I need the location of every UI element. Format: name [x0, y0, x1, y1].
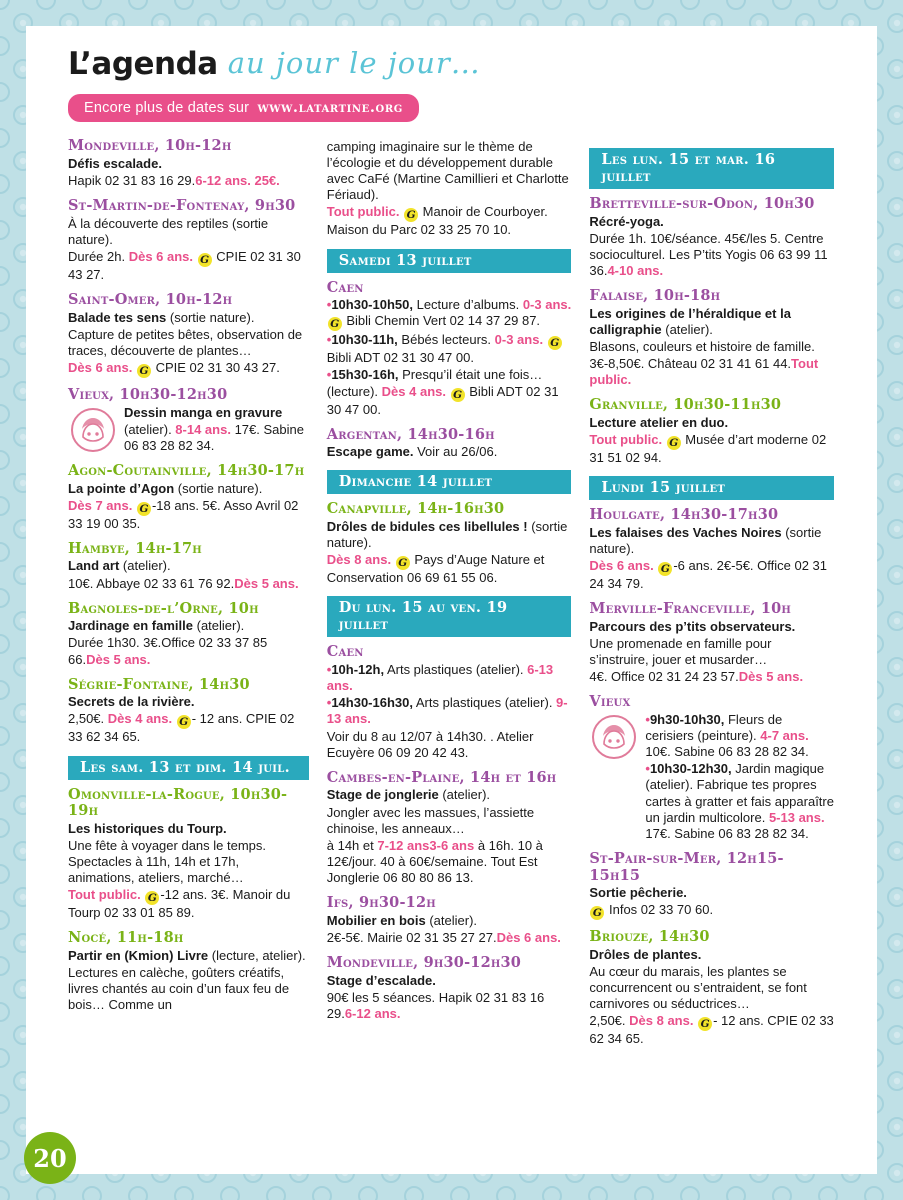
entry-text: -6 ans. 2€-5€. Office 02 31 24 34 79. [589, 558, 828, 592]
entry-line [327, 838, 572, 886]
section-date-band: Les sam. 13 et dim. 14 juil. [68, 756, 309, 780]
section-date-band: Lundi 15 juillet [589, 476, 834, 500]
entry-place-title: Merville-Franceville, 10h [589, 600, 792, 618]
entry-text: Infos 02 33 70 60. [605, 902, 714, 918]
entry-place-title: Granville, 10h30-11h30 [589, 396, 782, 414]
entry-line [327, 444, 572, 460]
age-range: 4-7 ans. [760, 728, 809, 744]
column-left [68, 138, 309, 1057]
age-range: 3-6 ans [429, 837, 475, 853]
entry-bold-text: Les historiques du Tourp. [68, 820, 227, 836]
age-range: 4-10 ans. [607, 263, 664, 278]
gratuit-badge: G [328, 317, 342, 331]
entry-line [327, 297, 572, 331]
entry-bold-text: Mobilier en bois [326, 912, 426, 928]
bullet-icon: • [645, 712, 650, 727]
entry-text: Bébés lecteurs. [397, 332, 495, 348]
entry-line [589, 669, 834, 685]
agenda-entry [589, 929, 834, 1047]
title-main: L’agenda [68, 46, 218, 82]
entry-bold-text: Jardinage en famille [68, 618, 193, 634]
entry-line [589, 339, 834, 355]
gratuit-badge: G [404, 208, 418, 222]
entry-bold-text: 10h30-12h30, [649, 761, 732, 777]
entry-line [589, 558, 834, 592]
manga-stamp-icon [591, 714, 637, 760]
manga-stamp-icon [70, 407, 116, 453]
bullet-icon: • [326, 695, 332, 711]
entry-line [645, 712, 834, 760]
entry-line [327, 787, 572, 803]
entry-line [327, 913, 572, 929]
entry-bold-text: Récré-yoga. [589, 213, 664, 229]
age-range: Dès 6 ans. [128, 248, 194, 264]
entry-line [124, 405, 309, 421]
agenda-entry [68, 601, 309, 668]
entry-text: Blasons, couleurs et histoire de famille. [589, 339, 815, 354]
agenda-entry [589, 694, 834, 842]
agenda-entry [589, 196, 834, 279]
entry-text: Arts plastiques [412, 695, 502, 711]
entry-line [589, 636, 834, 668]
agenda-entry [68, 138, 309, 189]
entry-text: -12 ans. 3€. Manoir du Tourp 02 33 01 85 89. [68, 887, 291, 921]
age-range: Dès 5 ans. [738, 669, 804, 685]
entry-text: (atelier). [501, 695, 557, 711]
age-range: 9-13 ans. [326, 695, 568, 727]
age-range: Dès 8 ans. [326, 552, 392, 568]
entry-text: (atelier). [438, 787, 491, 803]
agenda-entry [327, 139, 572, 239]
agenda-entry [589, 851, 834, 920]
entry-bold-text: Parcours des p’tits observateurs. [589, 618, 796, 634]
entry-place-title: Ségrie-Fontaine, 14h30 [68, 675, 250, 693]
age-range: 6-12 ans. 25€. [195, 172, 280, 188]
entry-line [327, 930, 572, 946]
entry-text: Jardin magique [731, 761, 825, 777]
gratuit-badge: G [590, 906, 604, 920]
entry-text: Voir du 8 au 12/07 à 14h30. . Atelier Ecuyère 06 09 20 42 43. [326, 728, 534, 760]
age-range: Dès 5 ans. [234, 575, 299, 591]
entry-line [327, 990, 572, 1022]
entry-place-title: Bretteville-sur-Odon, 10h30 [589, 195, 815, 212]
entry-text: (atelier). Fabrique tes propres cartes à gratter et fais apparaître un jardin multicolore. [645, 777, 834, 825]
entry-line [327, 139, 572, 203]
entry-line [68, 498, 309, 532]
entry-place-title: Omonville-la-Rogue, 10h30-19h [68, 785, 288, 820]
age-range: 7-12 ans [377, 837, 430, 853]
gratuit-badge: G [451, 388, 465, 402]
entry-line [68, 965, 309, 1013]
banner-label: Encore plus de dates sur [84, 100, 250, 116]
entry-place-title: Saint-Omer, 10h-12h [68, 290, 233, 308]
entry-bold-text: Sortie pêcherie. [589, 885, 687, 901]
entry-line [589, 1013, 834, 1047]
entry-with-illustration [589, 712, 834, 842]
age-range: 6-13 ans. [326, 662, 554, 694]
entry-line [68, 618, 309, 634]
entry-text: Bibli ADT 02 31 30 47 00. [326, 383, 559, 417]
entry-text: 10€. Sabine 06 83 28 82 34. [645, 744, 809, 760]
page-number: 20 [24, 1132, 76, 1184]
entry-place-title: Houlgate, 14h30-17h30 [589, 506, 779, 524]
entry-bold-text: Stage de jonglerie [326, 787, 439, 803]
entry-text: 2,50€. [68, 711, 108, 727]
entry-text: 10€. Abbaye 02 33 61 76 92. [68, 575, 235, 591]
entry-text: (peinture). [693, 728, 761, 744]
entry-text: Bibli ADT 02 31 30 47 00. [326, 350, 474, 366]
entry-place-title: Argentan, 14h30-16h [326, 425, 495, 443]
entry-bold-text: Land art [68, 558, 120, 574]
entry-line [68, 821, 309, 837]
entry-line [68, 635, 309, 667]
entry-text: Jongler avec les massues, l’assiette chinoise, les anneaux… [326, 804, 535, 836]
agenda-entry [589, 601, 834, 685]
entry-text: 3€-8,50€. Château 02 31 41 61 44. [589, 356, 792, 372]
entry-bold-text: Lecture atelier en duo. [589, 415, 729, 430]
entry-text: CPIE 02 31 30 43 27. [151, 359, 280, 375]
age-range: Dès 5 ans. [86, 651, 151, 667]
section-date-band: Dimanche 14 juillet [327, 470, 572, 494]
age-range: 8-14 ans. [175, 421, 231, 437]
entry-bold-text: Partir en (Kmion) Livre [68, 948, 209, 964]
agenda-entry [589, 507, 834, 592]
entry-place-title: Caen [326, 643, 364, 661]
entry-text: (atelier). [472, 662, 528, 678]
gratuit-badge: G [177, 715, 191, 729]
age-range: Dès 4 ans. [107, 711, 173, 727]
agenda-entry [589, 397, 834, 466]
entry-text: (lecture, atelier). [208, 948, 306, 964]
entry-text: Pays d’Auge Nature et Conservation 06 69 61 55 06. [326, 552, 545, 586]
entry-text: Presqu’il était une fois… [398, 367, 543, 383]
entry-text: 17€. Sabine 06 83 28 82 34. [124, 421, 304, 453]
entry-bold-text: 10h-12h, [331, 662, 385, 678]
age-range: Dès 6 ans. [496, 929, 561, 945]
agenda-entry [68, 930, 309, 1013]
entry-text: Au cœur du marais, les plantes se concurrencent ou s’entraident, se font carnivores ou séductrices… [589, 964, 807, 1012]
entry-line [589, 619, 834, 635]
entry-line [68, 481, 309, 497]
entry-bold-text: 10h30-10h50, [331, 297, 413, 313]
entry-bold-text: Stage d’escalade. [326, 972, 436, 988]
entry-text: - 12 ans. CPIE 02 33 62 34 65. [68, 711, 295, 745]
bullet-icon: • [645, 761, 650, 777]
entry-line [327, 695, 572, 727]
agenda-columns [44, 138, 844, 1057]
entry-line [327, 805, 572, 837]
entry-place-title: Falaise, 10h-18h [589, 287, 721, 305]
agenda-entry [68, 463, 309, 532]
entry-text: à 14h et [326, 837, 378, 853]
entry-place-title: Bagnoles-de-l’Orne, 10h [68, 599, 259, 617]
entry-place-title: Canapville, 14h-16h30 [326, 500, 505, 518]
entry-text: 17€. Sabine 06 83 28 82 34. [645, 825, 809, 841]
entry-bold-text: Balade tes sens [68, 309, 167, 325]
age-range: Dès 6 ans. [68, 359, 133, 375]
entry-bold-text: La pointe d’Agon [68, 480, 175, 496]
agenda-entry [68, 787, 309, 922]
entry-text: Hapik 02 31 83 16 29. [68, 172, 196, 188]
age-range: Tout public. [589, 432, 663, 448]
entry-text: (sortie nature). [589, 524, 822, 556]
entry-line [68, 948, 309, 964]
agenda-entry [68, 198, 309, 283]
entry-text: Capture de petites bêtes, observation de traces, découverte de plantes… [68, 326, 303, 358]
agenda-entry [327, 770, 572, 886]
entry-text: (atelier). [119, 558, 171, 574]
age-range: Dès 4 ans. [381, 383, 446, 399]
entry-text: Fleurs de cerisiers [645, 712, 783, 744]
column-middle [327, 138, 572, 1057]
title-script: au jour le jour… [227, 46, 481, 80]
age-range: Tout public. [589, 356, 819, 388]
entry-line [327, 662, 572, 694]
website-banner[interactable] [68, 94, 419, 122]
gratuit-badge: G [667, 436, 681, 450]
entry-bold-text: Escape game. [326, 444, 414, 460]
entry-line [589, 214, 834, 230]
entry-text: (sortie nature). [174, 480, 263, 496]
entry-line [68, 694, 309, 710]
entry-place-title: Agon-Coutainville, 14h30-17h [68, 461, 305, 479]
entry-text: Durée 1h. 10€/séance. 45€/les 5. Centre socioculturel. Les P’tits Yogis 06 63 99 11 36. [589, 230, 828, 278]
entry-line [327, 552, 572, 586]
agenda-entry [68, 387, 309, 454]
entry-text: Arts plastiques [384, 662, 473, 678]
entry-place-title: Cambes-en-Plaine, 14h et 16h [326, 768, 557, 786]
entry-line [68, 327, 309, 359]
age-range: Dès 8 ans. [629, 1013, 694, 1029]
bullet-icon: • [326, 662, 332, 678]
gratuit-badge: G [396, 556, 410, 570]
agenda-entry [327, 427, 572, 461]
entry-with-illustration [68, 405, 309, 454]
entry-bold-text: Défis escalade. [68, 155, 162, 171]
agenda-entry [327, 280, 572, 418]
entry-bold-text: 9h30-10h30, [649, 712, 725, 727]
entry-text: Une fête à voyager dans le temps. Spectacles à 11h, 14h et 17h, animations, ateliers, marché… [68, 838, 267, 886]
entry-place-title: Vieux, 10h30-12h30 [68, 385, 228, 403]
gratuit-badge: G [658, 562, 672, 576]
gratuit-badge: G [137, 502, 151, 516]
entry-text: (lecture). [326, 383, 382, 399]
page-title [68, 46, 844, 82]
entry-place-title: Briouze, 14h30 [589, 928, 710, 946]
entry-text: (sortie nature). [166, 309, 255, 325]
entry-line [327, 332, 572, 366]
entry-bold-text: Drôles de bidules ces libellules ! [326, 519, 528, 535]
entry-line [327, 367, 572, 417]
entry-text: Lectures en calèche, goûters créatifs, livres chantés au coin d’un faux feu de bois… Comme un [68, 965, 290, 1013]
entry-line [124, 422, 309, 454]
entry-text: Une promenade en famille pour s’instruire, jouer et musarder… [589, 636, 772, 668]
section-date-band: Samedi 13 juillet [327, 249, 572, 273]
entry-line [589, 947, 834, 963]
bullet-icon: • [326, 297, 332, 313]
entry-text: 90€ les 5 séances. Hapik 02 31 83 16 29. [326, 989, 545, 1021]
entry-text: Durée 2h. [68, 248, 129, 264]
agenda-entry [327, 895, 572, 946]
entry-place-title: St-Pair-sur-Mer, 12h15-15h15 [589, 849, 784, 884]
entry-line [68, 360, 309, 378]
bullet-icon: • [326, 332, 332, 348]
entry-place-title: Mondeville, 9h30-12h30 [326, 953, 522, 971]
entry-text: Manoir de Courboyer. Maison du Parc 02 33 25 70 10. [326, 204, 548, 238]
entry-bold-text: 10h30-11h, [331, 332, 398, 348]
agenda-entry [68, 677, 309, 746]
entry-line [68, 216, 309, 248]
entry-bold-text: Les falaises des Vaches Noires [589, 524, 782, 540]
age-range: 0-3 ans. [522, 297, 572, 313]
entry-line [68, 558, 309, 574]
entry-line [68, 838, 309, 886]
entry-line [589, 231, 834, 279]
gratuit-badge: G [137, 364, 151, 378]
agenda-entry [589, 288, 834, 388]
entry-text: -18 ans. 5€. Asso Avril 02 33 19 00 35. [68, 497, 299, 531]
age-range: Tout public. [68, 887, 141, 903]
entry-text: à 16h. 10 à 12€/jour. 40 à 60€/semaine. Tout Est Jonglerie 06 80 80 86 13. [326, 837, 543, 885]
entry-line [68, 173, 309, 189]
entry-bold-text: 15h30-16h, [331, 367, 399, 383]
entry-text: (atelier). [193, 618, 245, 634]
entry-text: Bibli Chemin Vert 02 14 37 29 87. [342, 313, 541, 329]
entry-line [327, 973, 572, 989]
entry-text: Voir au 26/06. [413, 444, 498, 460]
entry-text: (atelier). [425, 912, 478, 928]
agenda-entry [327, 501, 572, 586]
agenda-entry [68, 292, 309, 378]
gratuit-badge: G [145, 891, 159, 905]
entry-text: Durée 1h30. 3€.Office 02 33 37 85 66. [68, 635, 268, 667]
entry-bold-text: Les origines de l’héraldique et la calligraphie [589, 305, 791, 337]
entry-line [68, 576, 309, 592]
age-range: 5-13 ans. [768, 809, 825, 825]
entry-bold-text: Drôles de plantes. [589, 947, 702, 962]
entry-text: 4€. Office 02 31 24 23 57. [589, 669, 739, 685]
agenda-entry [327, 644, 572, 760]
entry-place-title: Nocé, 11h-18h [68, 929, 184, 947]
entry-text: (atelier). [124, 421, 176, 437]
entry-text: camping imaginaire sur le thème de l’écologie et du développement durable avec CaFé (Martine Camillieri et Charlotte Fériaud). [326, 139, 569, 203]
entry-line [645, 761, 834, 842]
entry-line [327, 729, 572, 761]
entry-line [68, 711, 309, 745]
entry-text: À la découverte des reptiles (sortie nature). [68, 215, 269, 247]
entry-line [589, 306, 834, 338]
entry-bold-text: Dessin manga en gravure [124, 404, 283, 420]
entry-place-title: Vieux [589, 693, 631, 711]
entry-text: (sortie nature). [326, 519, 568, 551]
entry-text: (atelier). [661, 321, 713, 337]
entry-line [68, 310, 309, 326]
entry-line [68, 156, 309, 172]
entry-line [68, 249, 309, 283]
entry-line [589, 902, 834, 920]
gratuit-badge: G [198, 253, 212, 267]
entry-text: CPIE 02 31 30 43 27. [68, 248, 301, 282]
age-range: 0-3 ans. [494, 332, 544, 348]
section-date-band: Du lun. 15 au ven. 19 juillet [327, 596, 572, 637]
entry-text: 2,50€. [589, 1013, 630, 1029]
entry-line [589, 964, 834, 1012]
entry-line [327, 519, 572, 551]
agenda-entry [327, 955, 572, 1022]
agenda-entry [68, 541, 309, 592]
age-range: Dès 6 ans. [589, 558, 654, 574]
entry-line [589, 356, 834, 388]
entry-text: Lecture d’albums. [412, 297, 523, 313]
entry-text: - 12 ans. CPIE 02 33 62 34 65. [589, 1013, 834, 1047]
section-date-band: Les lun. 15 et mar. 16 juillet [589, 148, 834, 189]
entry-place-title: Hambye, 14h-17h [68, 539, 202, 557]
banner-url[interactable]: www.latartine.org [257, 99, 403, 116]
entry-place-title: St-Martin-de-Fontenay, 9h30 [68, 196, 296, 214]
entry-line [589, 415, 834, 431]
gratuit-badge: G [698, 1017, 712, 1031]
entry-text: 2€-5€. Mairie 02 31 35 27 27. [326, 929, 497, 945]
entry-place-title: Caen [326, 278, 364, 296]
age-range: 6-12 ans. [344, 1005, 401, 1021]
entry-bold-text: 14h30-16h30, [331, 695, 413, 711]
gratuit-badge: G [548, 336, 562, 350]
entry-line [589, 885, 834, 901]
entry-place-title: Mondeville, 10h-12h [68, 137, 232, 154]
entry-line [327, 204, 572, 238]
page-content [44, 24, 844, 1057]
bullet-icon: • [326, 367, 332, 383]
age-range: Tout public. [326, 204, 400, 220]
entry-line [68, 887, 309, 921]
entry-place-title: Ifs, 9h30-12h [326, 894, 436, 912]
entry-line [589, 432, 834, 466]
age-range: Dès 7 ans. [68, 497, 133, 513]
column-right [589, 138, 834, 1057]
entry-bold-text: Secrets de la rivière. [68, 694, 195, 710]
entry-line [589, 525, 834, 557]
entry-text: Musée d’art moderne 02 31 51 02 94. [589, 432, 827, 466]
